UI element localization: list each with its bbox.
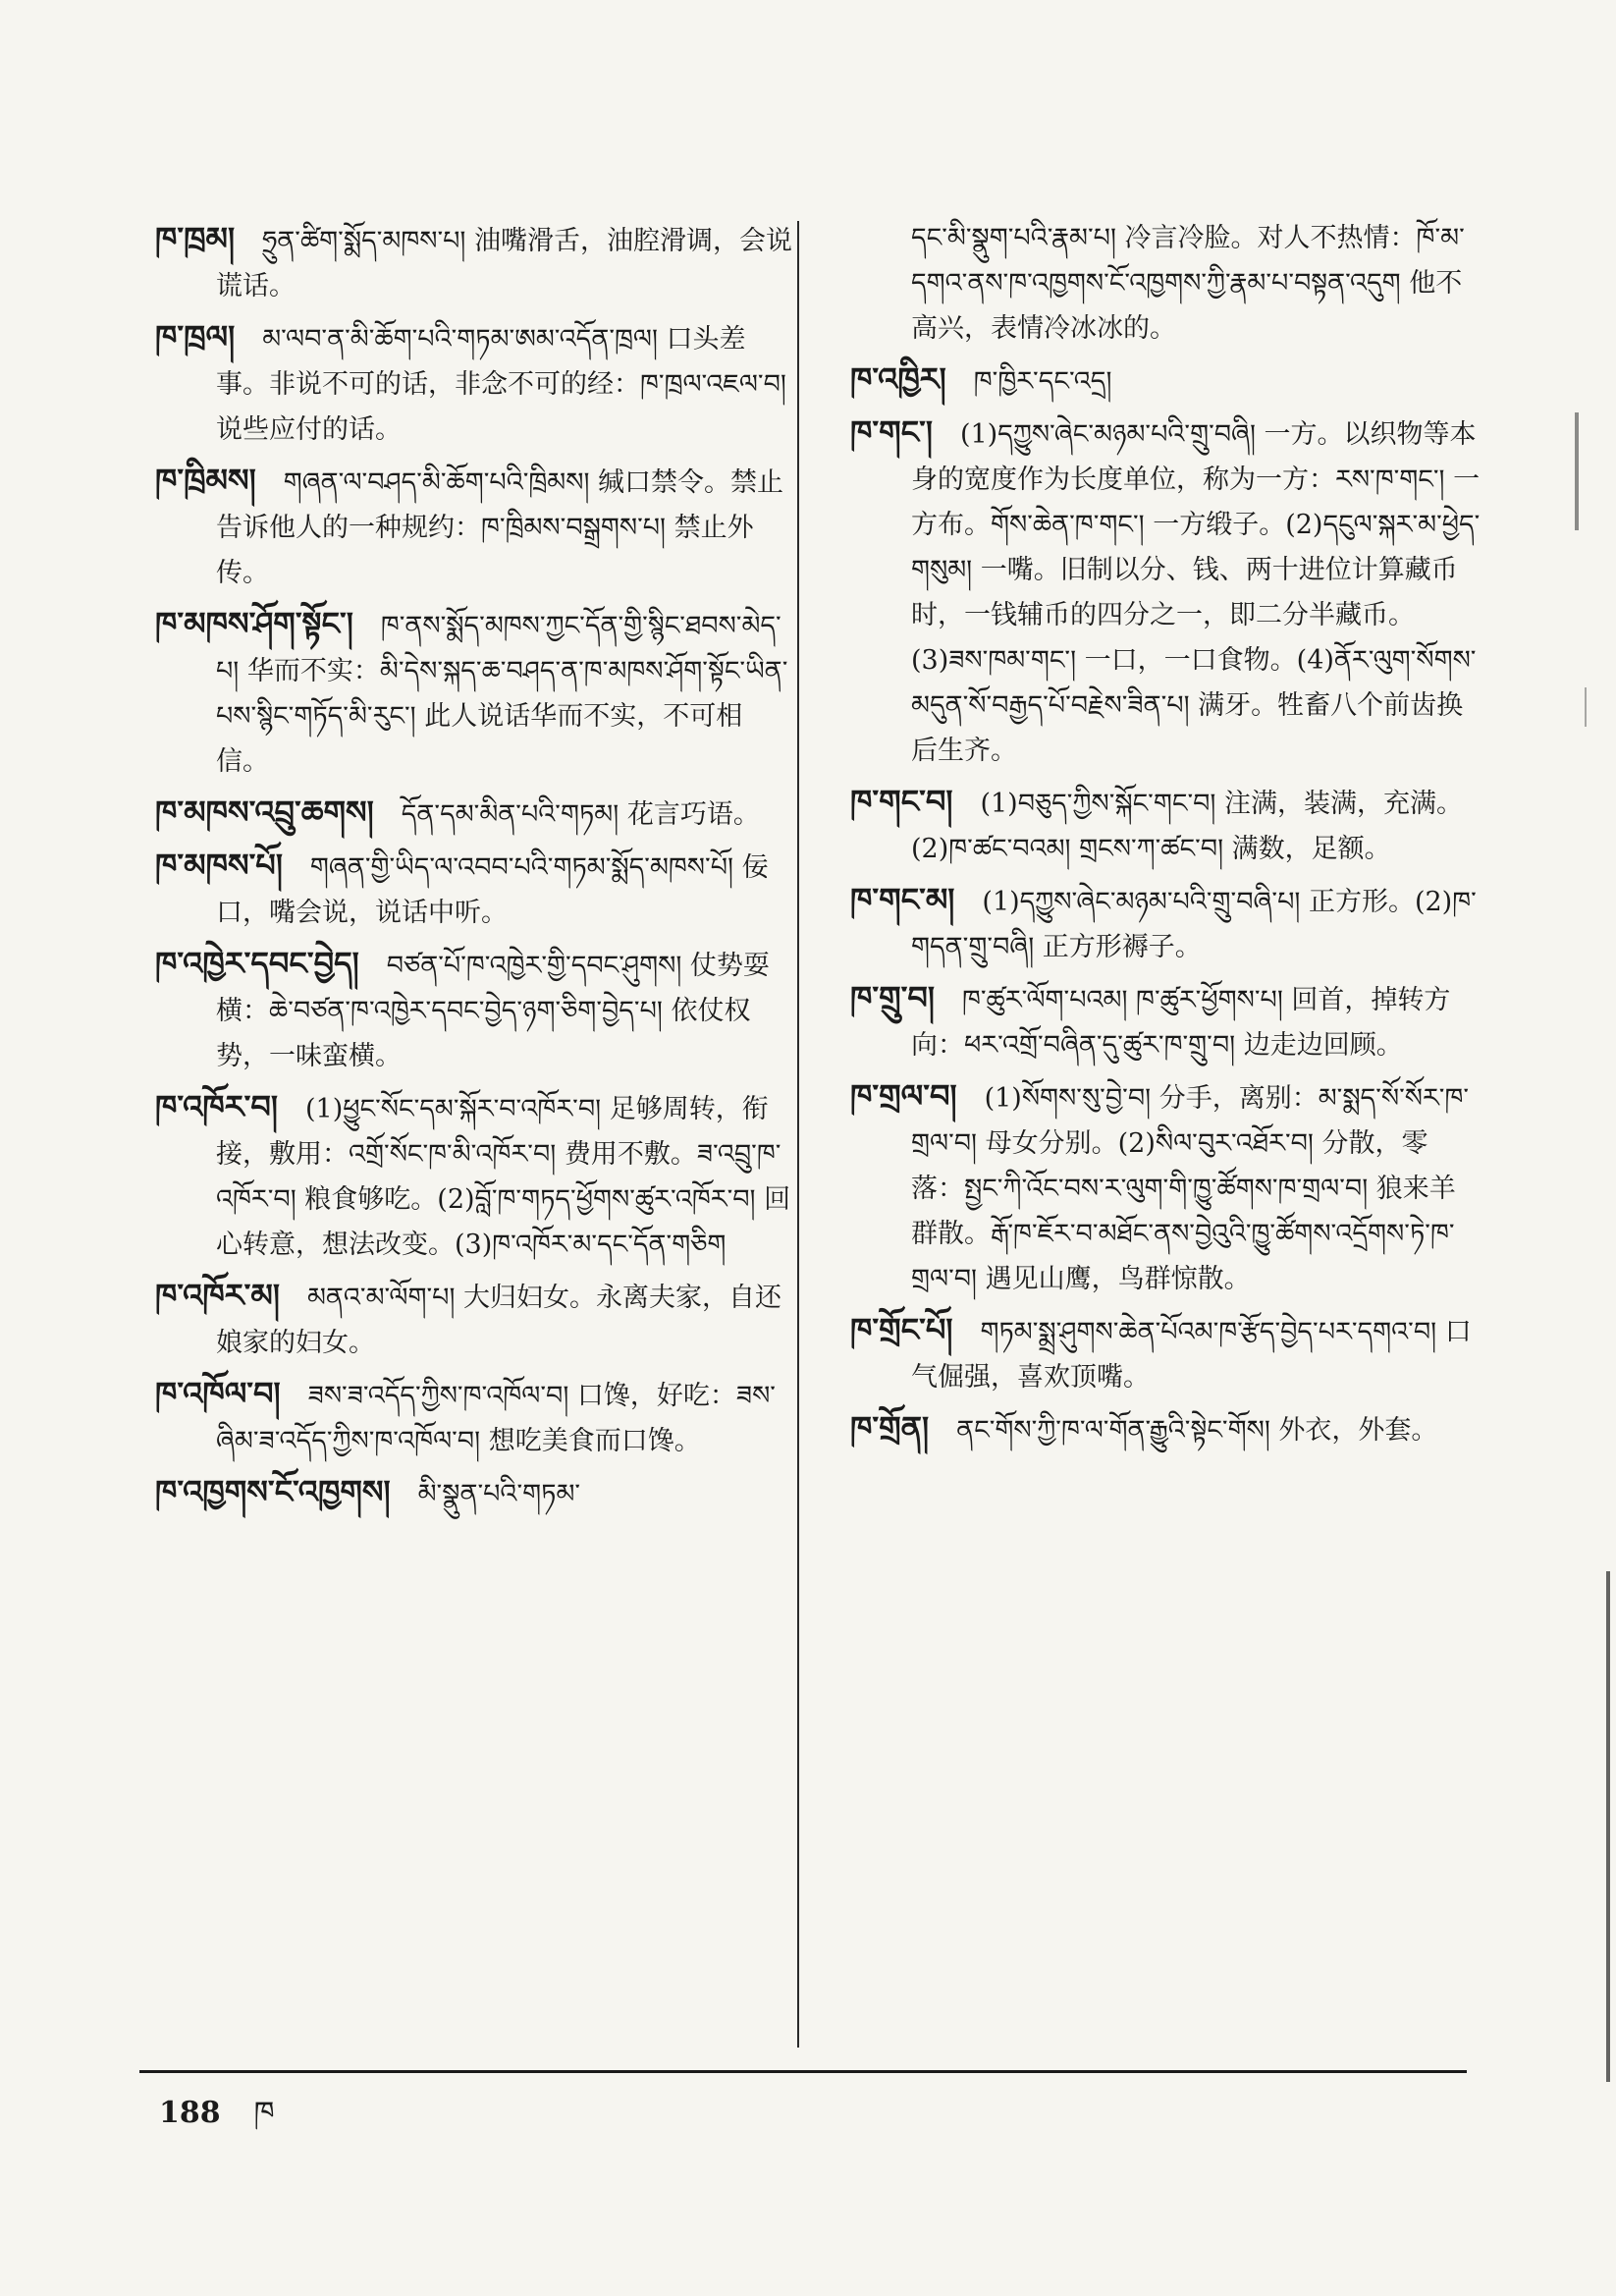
entry-definition: གཞན་གྱི་ཡིད་ལ་འབབ་པའི་གཏམ་སྨོད་མཁས་པོ། 佞口，嘴会说，说话中听。 <box>216 852 769 928</box>
left-column <box>155 216 793 1522</box>
entry-definition: གཞན་ལ་བཤད་མི་ཆོག་པའི་ཁྲིམས། 缄口禁令。禁止告诉他人的一种规约：ཁ་ཁྲིམས་བསྒྲགས་པ། 禁止外传。 <box>216 467 784 588</box>
entry-headword: ཁ་འཁོལ་བ། <box>155 1375 281 1412</box>
entry-headword: ཁ་གང་བ། <box>850 783 953 820</box>
entry-headword: ཁ་འཁྱགས་ངོ་འཁྱགས། <box>155 1473 391 1510</box>
page-footer <box>159 2080 275 2162</box>
entry-definition: དོན་དམ་མིན་པའི་གཏམ། 花言巧语。 <box>401 799 760 830</box>
entry-definition: ནང་གོས་ཀྱི་ཁ་ལ་གོན་རྒྱུའི་སྟེང་གོས། 外衣，外套。 <box>956 1415 1438 1446</box>
page-number: 188 <box>159 2096 221 2130</box>
entry-definition: (1)སོགས་སུ་བྱེ་བ། 分手，离别：མ་སྨད་སོ་སོར་ཁ་གྲལ་བ། 母女分别。(2)སིལ་བུར་འཐོར་བ། 分散，零落：སྤྱང་ཀི་འོང་བས་ར་ལུག་གི་ཁྱུ་ཚོགས་ཁ་གྲལ་བ། 狼来羊群散。རྒོ་ཁ་ཇོར་བ་མཐོང་ནས་བྱེའུའི་ཁྱུ་ཚོགས་འདྲོགས་ཏེ་ཁ་གྲལ་བ། 遇见山鹰，鸟群惊散。 <box>911 1083 1470 1294</box>
entry-definition: གཏམ་སྨྲ་ཤུགས་ཆེན་པོའམ་ཁ་རྩོད་བྱེད་པར་དགའ་བ། 口气倔强，喜欢顶嘴。 <box>911 1317 1472 1393</box>
column-divider <box>797 221 799 2048</box>
dictionary-entry <box>850 877 1481 970</box>
dictionary-entry <box>155 601 793 785</box>
dictionary-entry <box>850 779 1481 872</box>
dictionary-entry <box>155 843 793 936</box>
entry-headword: ཁ་འཁྱིར། <box>850 360 946 398</box>
dictionary-entry <box>850 975 1481 1068</box>
entry-definition: བཙན་པོ་ཁ་འཁྱེར་གྱི་དབང་ཤུགས། 仗势耍横：ཆེ་བཙན་ཁ་འཁྱེར་དབང་བྱེད་ཉག་ཅིག་བྱེད་པ། 依仗权势，一味蛮横。 <box>216 951 770 1071</box>
entry-definition: ཁ་ཁྱིར་དང་འདྲ། <box>973 366 1112 397</box>
entry-headword: ཁ་ཁྲིམས། <box>155 462 256 499</box>
entry-definition: མནའ་མ་ལོག་པ། 大归妇女。永离夫家，自还娘家的妇女。 <box>216 1283 782 1358</box>
dictionary-entry <box>850 1073 1481 1302</box>
dictionary-entry <box>850 1405 1481 1453</box>
entry-headword: ཁ་གང་། <box>850 413 933 451</box>
entry-definition: ཁ་ནས་སྨོད་མཁས་ཀྱང་དོན་གྱི་སྙིང་ཐབས་མེད་པ། 华而不实：མི་དེས་སྐད་ཆ་བཤད་ན་ཁ་མཁས་ཤོག་སྟོང་ཡིན་པས་སྙིང་གཏོད་མི་རུང་། 此人说话华而不实，不可相信。 <box>216 611 788 777</box>
scan-edge-mark <box>1585 687 1587 727</box>
dictionary-entry <box>155 458 793 596</box>
entry-headword: ཁ་ཁྲམ། <box>155 220 236 257</box>
entry-headword: ཁ་འཁོར་མ། <box>155 1277 280 1314</box>
right-column <box>850 216 1481 1458</box>
entry-definition: ཟས་ཟ་འདོད་ཀྱིས་ཁ་འཁོལ་བ། 口馋，好吃：ཟས་ཞིམ་ཟ་འདོད་ཀྱིས་ཁ་འཁོལ་བ། 想吃美食而口馋。 <box>216 1381 776 1456</box>
entry-definition: (1)དཀྱུས་ཞེང་མཉམ་པའི་གྲུ་བཞི། 一方。以织物等本身的宽度作为长度单位，称为一方：རས་ཁ་གང་། 一方布。གོས་ཆེན་ཁ་གང་། 一方缎子。(2)དངུལ་སྐར་མ་ཕྱེད་གསུམ། 一嘴。旧制以分、钱、两十进位计算藏币时，一钱辅币的四分之一，即二分半藏币。(3)ཟས་ཁམ་གང་། 一口，一口食物。(4)ནོར་ལུག་སོགས་མདུན་སོ་བརྒྱད་པོ་བརྗེས་ཟིན་པ། 满牙。牲畜八个前齿换后生齐。 <box>911 419 1481 766</box>
scan-edge-mark <box>1575 412 1579 530</box>
entry-definition: མི་སྣུན་པའི་གཏམ་ <box>417 1479 581 1509</box>
entry-headword: ཁ་གང་མ། <box>850 881 955 918</box>
entry-headword: ཁ་འཁྱེར་དབང་བྱེད། <box>155 945 359 982</box>
entry-headword: ཁ་མཁས་འབྲུ་ཆགས། <box>155 793 374 831</box>
footer-rule <box>139 2070 1467 2073</box>
entry-headword: ཁ་མཁས་པོ། <box>155 847 283 884</box>
entry-headword: ཁ་གྲོན། <box>850 1409 930 1447</box>
entry-headword: ཁ་མཁས་ཤོག་སྟོང་། <box>155 605 353 642</box>
entry-headword: ཁ་ཁྲལ། <box>155 318 236 355</box>
dictionary-entry <box>155 314 793 453</box>
entry-definition: (1)ཕྱུང་སོང་དམ་སྐོར་བ་འཁོར་བ། 足够周转，衔接，敷用：འགྲོ་སོང་ཁ་མི་འཁོར་བ། 费用不敷。ཟ་འབྲུ་ཁ་འཁོར་བ། 粮食够吃。(2)བློ་ཁ་གཏད་ཕྱོགས་ཚུར་འཁོར་བ། 回心转意，想法改变。(3)ཁ་འཁོར་མ་དང་དོན་གཅིག <box>216 1094 791 1260</box>
entry-headword: ཁ་གྲོང་པོ། <box>850 1311 953 1348</box>
dictionary-entry <box>155 216 793 309</box>
scan-edge-mark <box>1606 1571 1610 2082</box>
section-letter: ཁ <box>253 2096 275 2130</box>
entry-definition: (1)དཀྱུས་ཞེང་མཉམ་པའི་གྲུ་བཞི་པ། 正方形。(2)ཁ་གདན་གྲུ་བཞི། 正方形褥子。 <box>911 887 1477 962</box>
entry-headword: ཁ་འཁོར་བ། <box>155 1088 278 1125</box>
dictionary-entry <box>850 356 1481 405</box>
entry-definition: ཧྲུན་ཚིག་སྨོད་མཁས་པ། 油嘴滑舌，油腔滑调，会说谎话。 <box>216 226 793 301</box>
entry-definition: ཁ་ཚུར་ལོག་པའམ། ཁ་ཚུར་ཕྱོགས་པ། 回首，掉转方向：ཕར་འགྲོ་བཞིན་དུ་ཚུར་ཁ་གྲུ་བ། 边走边回顾。 <box>911 985 1451 1061</box>
dictionary-entry <box>850 410 1481 774</box>
dictionary-entry <box>155 790 793 838</box>
entry-definition: མ་ལབ་ན་མི་ཆོག་པའི་གཏམ་ཨམ་འདོན་ཁྲལ། 口头差事。非说不可的话，非念不可的经：ཁ་ཁྲལ་འཇལ་བ། 说些应付的话。 <box>216 324 786 445</box>
entry-definition: དང་མི་སྣུག་པའི་རྣམ་པ། 冷言冷脸。对人不热情：ཁོ་མ་དགའ་ནས་ཁ་འཁྱགས་ངོ་འཁྱགས་ཀྱི་རྣམ་པ་བསྟན་འདུག 他不高兴，表情冷冰冰的。 <box>911 223 1465 344</box>
entry-definition: (1)བཅུད་ཀྱིས་སྐོང་གང་བ། 注满，装满，充满。(2)ཁ་ཚང་བའམ། གྲངས་ཀ་ཚང་བ། 满数，足额。 <box>911 789 1463 864</box>
dictionary-entry <box>850 1307 1481 1400</box>
dictionary-entry <box>155 941 793 1079</box>
dictionary-entry <box>155 1084 793 1268</box>
dictionary-entry <box>155 1469 793 1517</box>
dictionary-entry <box>155 1371 793 1464</box>
dictionary-entry-continued <box>850 216 1481 352</box>
entry-headword: ཁ་གྲུ་བ། <box>850 979 935 1016</box>
entry-headword: ཁ་གྲལ་བ། <box>850 1077 957 1115</box>
dictionary-entry <box>155 1273 793 1366</box>
